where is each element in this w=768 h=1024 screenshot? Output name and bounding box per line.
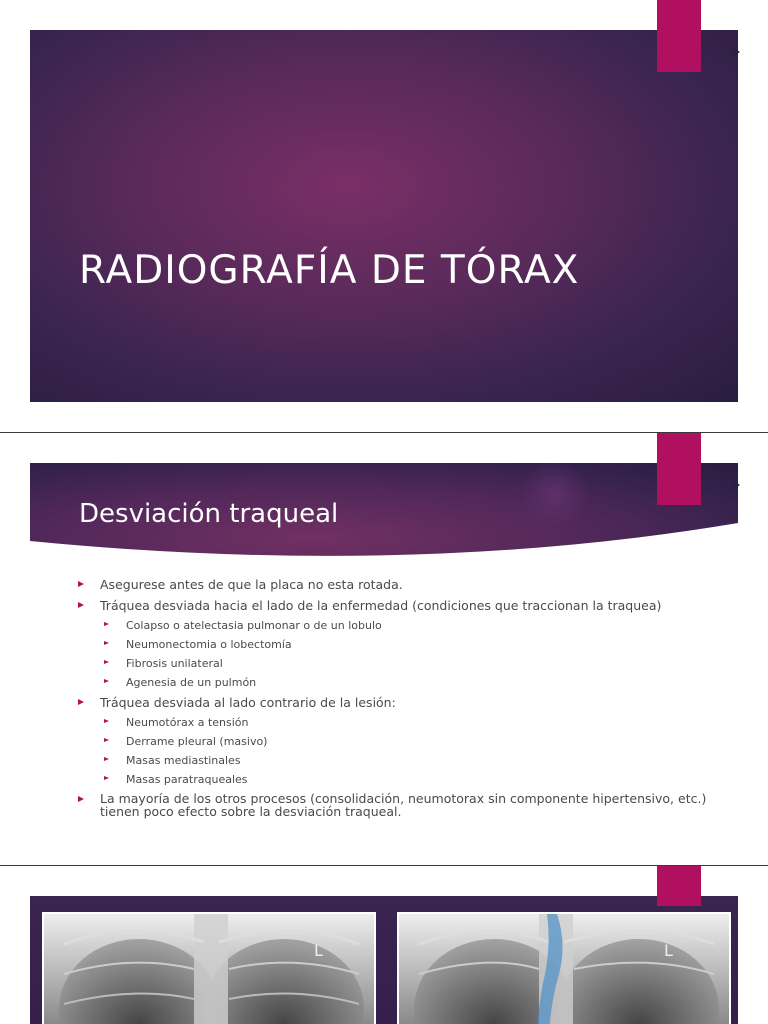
bullet-arrow-icon	[104, 719, 109, 723]
accent-tab	[657, 866, 701, 906]
sub-bullet-item	[78, 638, 718, 651]
accent-tab	[657, 0, 701, 72]
bullet-text: Masas paratraqueales	[126, 773, 248, 786]
bullet-item	[78, 792, 718, 818]
bullet-list	[78, 577, 718, 824]
accent-tab	[657, 433, 701, 505]
sub-bullet-item	[78, 716, 718, 729]
bullet-item	[78, 577, 718, 592]
xray-image-right	[397, 912, 731, 1024]
bullet-text: Asegurese antes de que la placa no esta rotada.	[100, 577, 403, 592]
bullet-text: Tráquea desviada hacia el lado de la enfermedad (condiciones que traccionan la traquea)	[100, 598, 662, 613]
sub-bullet-item	[78, 657, 718, 670]
title-banner	[30, 30, 738, 402]
bullet-text: Masas mediastinales	[126, 754, 241, 767]
bullet-arrow-icon	[104, 679, 109, 683]
slide-heading: Desviación traqueal	[79, 499, 339, 529]
bullet-arrow-icon	[104, 757, 109, 761]
bullet-text: Colapso o atelectasia pulmonar o de un lobulo	[126, 619, 382, 632]
sub-bullet-item	[78, 773, 718, 786]
bullet-arrow-icon	[78, 602, 84, 608]
banner-glow	[515, 463, 595, 523]
bullet-text: Derrame pleural (masivo)	[126, 735, 268, 748]
nav-arrow-icon	[732, 47, 740, 57]
sub-bullet-item	[78, 676, 718, 689]
sub-bullet-item	[78, 754, 718, 767]
slide-title-text: RADIOGRAFÍA DE TÓRAX	[79, 248, 580, 293]
bullet-text: Tráquea desviada al lado contrario de la lesión:	[100, 695, 396, 710]
bullet-text: La mayoría de los otros procesos (consolidación, neumotorax sin componente hipertensivo, etc.) tienen poco efecto sobre la desviación traqueal.	[100, 791, 707, 819]
bullet-text: Agenesia de un pulmón	[126, 676, 257, 689]
slide-xray-comparison	[0, 866, 768, 1024]
bullet-text: Neumotórax a tensión	[126, 716, 249, 729]
nav-arrow-icon	[732, 480, 740, 490]
bullet-item	[78, 598, 718, 613]
bullet-arrow-icon	[104, 738, 109, 742]
bullet-text: Fibrosis unilateral	[126, 657, 223, 670]
sub-bullet-item	[78, 735, 718, 748]
bullet-arrow-icon	[104, 622, 109, 626]
xray-side-marker: L	[664, 941, 673, 960]
bullet-item	[78, 695, 718, 710]
bullet-arrow-icon	[104, 660, 109, 664]
xray-side-marker: L	[314, 941, 323, 960]
slide-desviacion-traqueal	[0, 433, 768, 865]
slide-title	[0, 0, 768, 432]
bullet-text: Neumonectomia o lobectomía	[126, 638, 292, 651]
bullet-arrow-icon	[78, 581, 84, 587]
xray-image-left	[42, 912, 376, 1024]
bullet-arrow-icon	[78, 796, 84, 802]
bullet-arrow-icon	[104, 641, 109, 645]
bullet-arrow-icon	[104, 776, 109, 780]
sub-bullet-item	[78, 619, 718, 632]
bullet-arrow-icon	[78, 699, 84, 705]
